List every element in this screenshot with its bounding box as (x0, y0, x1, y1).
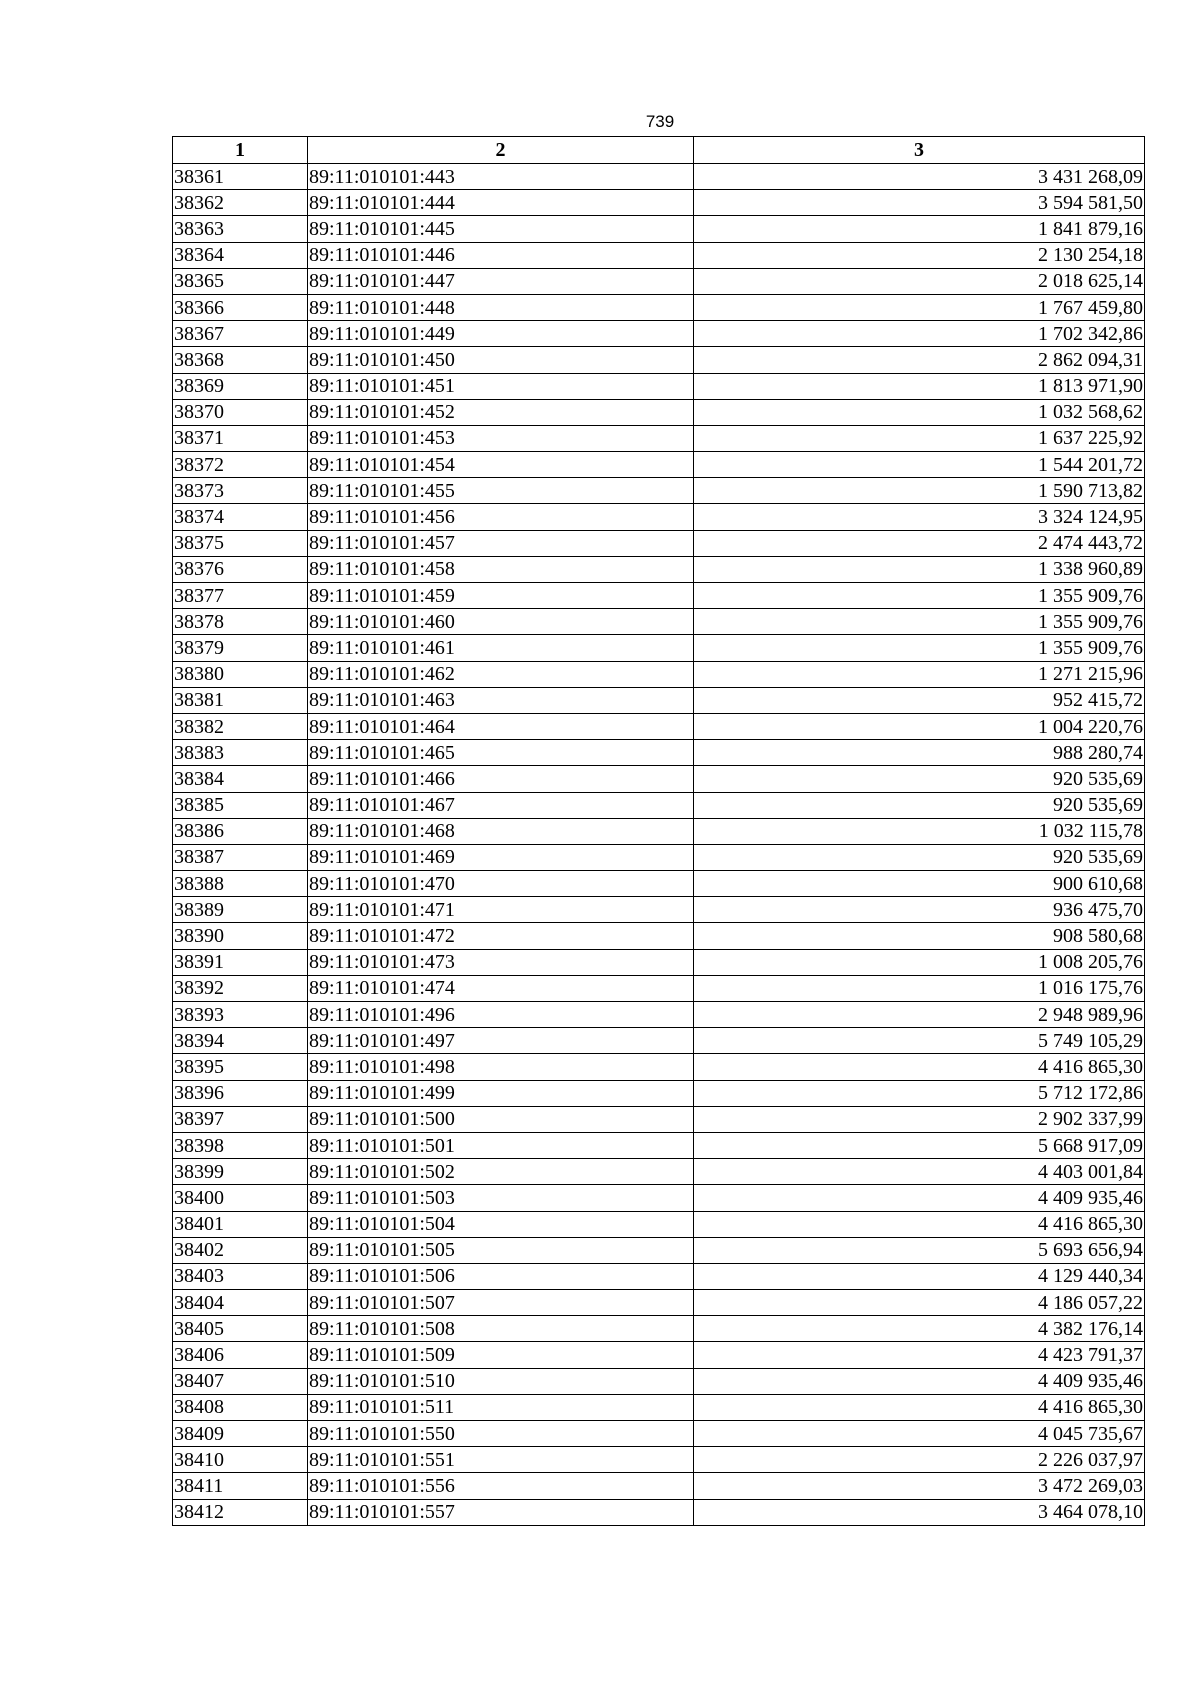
table-row (173, 871, 1145, 897)
value-cell: 1 355 909,76 (694, 635, 1145, 661)
row-number-cell: 38399 (173, 1159, 308, 1185)
row-number-cell: 38366 (173, 294, 308, 320)
row-number-cell: 38378 (173, 609, 308, 635)
table-row (173, 949, 1145, 975)
value-cell: 936 475,70 (694, 897, 1145, 923)
table-row (173, 530, 1145, 556)
cadastral-number-cell: 89:11:010101:446 (308, 242, 694, 268)
table-row (173, 1028, 1145, 1054)
table-row (173, 713, 1145, 739)
value-cell: 4 409 935,46 (694, 1368, 1145, 1394)
row-number-cell: 38410 (173, 1447, 308, 1473)
table-row (173, 766, 1145, 792)
value-cell: 4 416 865,30 (694, 1394, 1145, 1420)
cadastral-number-cell: 89:11:010101:497 (308, 1028, 694, 1054)
value-cell: 4 129 440,34 (694, 1263, 1145, 1289)
row-number-cell: 38401 (173, 1211, 308, 1237)
row-number-cell: 38386 (173, 818, 308, 844)
row-number-cell: 38370 (173, 399, 308, 425)
row-number-cell: 38376 (173, 556, 308, 582)
value-cell: 5 749 105,29 (694, 1028, 1145, 1054)
value-cell: 2 474 443,72 (694, 530, 1145, 556)
value-cell: 920 535,69 (694, 844, 1145, 870)
value-cell: 4 186 057,22 (694, 1290, 1145, 1316)
row-number-cell: 38391 (173, 949, 308, 975)
cadastral-number-cell: 89:11:010101:510 (308, 1368, 694, 1394)
row-number-cell: 38409 (173, 1421, 308, 1447)
row-number-cell: 38383 (173, 740, 308, 766)
value-cell: 1 032 568,62 (694, 399, 1145, 425)
cadastral-number-cell: 89:11:010101:451 (308, 373, 694, 399)
value-cell: 988 280,74 (694, 740, 1145, 766)
value-cell: 3 431 268,09 (694, 164, 1145, 190)
cadastral-number-cell: 89:11:010101:506 (308, 1263, 694, 1289)
table-row (173, 661, 1145, 687)
page-number: 739 (645, 112, 675, 131)
value-cell: 2 862 094,31 (694, 347, 1145, 373)
cadastral-number-cell: 89:11:010101:504 (308, 1211, 694, 1237)
cadastral-number-cell: 89:11:010101:474 (308, 975, 694, 1001)
cadastral-number-cell: 89:11:010101:449 (308, 321, 694, 347)
table-row (173, 347, 1145, 373)
row-number-cell: 38403 (173, 1263, 308, 1289)
table-row (173, 321, 1145, 347)
cadastral-number-cell: 89:11:010101:464 (308, 713, 694, 739)
cadastral-number-cell: 89:11:010101:461 (308, 635, 694, 661)
table-row (173, 687, 1145, 713)
cadastral-number-cell: 89:11:010101:459 (308, 583, 694, 609)
cadastral-number-cell: 89:11:010101:462 (308, 661, 694, 687)
cadastral-number-cell: 89:11:010101:557 (308, 1499, 694, 1525)
table-row (173, 452, 1145, 478)
row-number-cell: 38375 (173, 530, 308, 556)
cadastral-number-cell: 89:11:010101:500 (308, 1106, 694, 1132)
table-row (173, 294, 1145, 320)
table-row (173, 635, 1145, 661)
column-header-3: 3 (694, 137, 1145, 164)
table-row (173, 399, 1145, 425)
row-number-cell: 38408 (173, 1394, 308, 1420)
value-cell: 1 841 879,16 (694, 216, 1145, 242)
table-row (173, 1263, 1145, 1289)
cadastral-number-cell: 89:11:010101:502 (308, 1159, 694, 1185)
value-cell: 1 271 215,96 (694, 661, 1145, 687)
row-number-cell: 38385 (173, 792, 308, 818)
column-header-2: 2 (308, 137, 694, 164)
value-cell: 1 544 201,72 (694, 452, 1145, 478)
value-cell: 2 226 037,97 (694, 1447, 1145, 1473)
value-cell: 900 610,68 (694, 871, 1145, 897)
cadastral-number-cell: 89:11:010101:550 (308, 1421, 694, 1447)
cadastral-number-cell: 89:11:010101:501 (308, 1132, 694, 1158)
value-cell: 4 409 935,46 (694, 1185, 1145, 1211)
value-cell: 1 338 960,89 (694, 556, 1145, 582)
row-number-cell: 38406 (173, 1342, 308, 1368)
row-number-cell: 38367 (173, 321, 308, 347)
cadastral-number-cell: 89:11:010101:456 (308, 504, 694, 530)
value-cell: 5 668 917,09 (694, 1132, 1145, 1158)
table-body (173, 164, 1145, 1526)
value-cell: 1 767 459,80 (694, 294, 1145, 320)
value-cell: 5 693 656,94 (694, 1237, 1145, 1263)
row-number-cell: 38411 (173, 1473, 308, 1499)
table-row (173, 216, 1145, 242)
table-row (173, 242, 1145, 268)
cadastral-number-cell: 89:11:010101:452 (308, 399, 694, 425)
table-row (173, 1185, 1145, 1211)
table-row (173, 1368, 1145, 1394)
column-header-1: 1 (173, 137, 308, 164)
row-number-cell: 38393 (173, 1002, 308, 1028)
value-cell: 1 008 205,76 (694, 949, 1145, 975)
table-row (173, 1237, 1145, 1263)
row-number-cell: 38363 (173, 216, 308, 242)
table-row (173, 1421, 1145, 1447)
cadastral-number-cell: 89:11:010101:507 (308, 1290, 694, 1316)
cadastral-number-cell: 89:11:010101:508 (308, 1316, 694, 1342)
cadastral-number-cell: 89:11:010101:447 (308, 268, 694, 294)
value-cell: 908 580,68 (694, 923, 1145, 949)
row-number-cell: 38364 (173, 242, 308, 268)
table-row (173, 583, 1145, 609)
cadastral-number-cell: 89:11:010101:556 (308, 1473, 694, 1499)
value-cell: 3 464 078,10 (694, 1499, 1145, 1525)
row-number-cell: 38369 (173, 373, 308, 399)
table-row (173, 1342, 1145, 1368)
cadastral-number-cell: 89:11:010101:457 (308, 530, 694, 556)
value-cell: 2 130 254,18 (694, 242, 1145, 268)
table-row (173, 818, 1145, 844)
cadastral-number-cell: 89:11:010101:458 (308, 556, 694, 582)
table-row (173, 556, 1145, 582)
value-cell: 3 472 269,03 (694, 1473, 1145, 1499)
value-cell: 4 382 176,14 (694, 1316, 1145, 1342)
cadastral-number-cell: 89:11:010101:466 (308, 766, 694, 792)
value-cell: 1 016 175,76 (694, 975, 1145, 1001)
table-row (173, 1473, 1145, 1499)
cadastral-number-cell: 89:11:010101:463 (308, 687, 694, 713)
cadastral-number-cell: 89:11:010101:453 (308, 425, 694, 451)
cadastral-number-cell: 89:11:010101:455 (308, 478, 694, 504)
row-number-cell: 38368 (173, 347, 308, 373)
value-cell: 4 416 865,30 (694, 1211, 1145, 1237)
value-cell: 1 637 225,92 (694, 425, 1145, 451)
cadastral-number-cell: 89:11:010101:467 (308, 792, 694, 818)
cadastral-number-cell: 89:11:010101:472 (308, 923, 694, 949)
table-row (173, 1316, 1145, 1342)
value-cell: 4 045 735,67 (694, 1421, 1145, 1447)
value-cell: 920 535,69 (694, 766, 1145, 792)
table-header-row (173, 137, 1145, 164)
row-number-cell: 38402 (173, 1237, 308, 1263)
row-number-cell: 38377 (173, 583, 308, 609)
cadastral-number-cell: 89:11:010101:498 (308, 1054, 694, 1080)
row-number-cell: 38404 (173, 1290, 308, 1316)
table-row (173, 1447, 1145, 1473)
row-number-cell: 38397 (173, 1106, 308, 1132)
value-cell: 1 355 909,76 (694, 609, 1145, 635)
row-number-cell: 38384 (173, 766, 308, 792)
cadastral-number-cell: 89:11:010101:445 (308, 216, 694, 242)
cadastral-number-cell: 89:11:010101:460 (308, 609, 694, 635)
table-row (173, 740, 1145, 766)
cadastral-number-cell: 89:11:010101:444 (308, 190, 694, 216)
row-number-cell: 38396 (173, 1080, 308, 1106)
row-number-cell: 38379 (173, 635, 308, 661)
cadastral-number-cell: 89:11:010101:469 (308, 844, 694, 870)
cadastral-number-cell: 89:11:010101:465 (308, 740, 694, 766)
value-cell: 952 415,72 (694, 687, 1145, 713)
cadastral-number-cell: 89:11:010101:473 (308, 949, 694, 975)
cadastral-number-cell: 89:11:010101:468 (308, 818, 694, 844)
cadastral-number-cell: 89:11:010101:511 (308, 1394, 694, 1420)
value-cell: 2 018 625,14 (694, 268, 1145, 294)
cadastral-number-cell: 89:11:010101:443 (308, 164, 694, 190)
table-row (173, 164, 1145, 190)
value-cell: 2 948 989,96 (694, 1002, 1145, 1028)
table-row (173, 923, 1145, 949)
row-number-cell: 38374 (173, 504, 308, 530)
row-number-cell: 38380 (173, 661, 308, 687)
value-cell: 3 594 581,50 (694, 190, 1145, 216)
table-row (173, 373, 1145, 399)
table-row (173, 268, 1145, 294)
row-number-cell: 38405 (173, 1316, 308, 1342)
row-number-cell: 38390 (173, 923, 308, 949)
table-row (173, 792, 1145, 818)
cadastral-number-cell: 89:11:010101:499 (308, 1080, 694, 1106)
table-row (173, 190, 1145, 216)
row-number-cell: 38412 (173, 1499, 308, 1525)
table-row (173, 504, 1145, 530)
row-number-cell: 38387 (173, 844, 308, 870)
cadastral-value-table (172, 136, 1145, 1526)
row-number-cell: 38394 (173, 1028, 308, 1054)
table-row (173, 609, 1145, 635)
value-cell: 1 004 220,76 (694, 713, 1145, 739)
cadastral-number-cell: 89:11:010101:509 (308, 1342, 694, 1368)
row-number-cell: 38381 (173, 687, 308, 713)
value-cell: 1 355 909,76 (694, 583, 1145, 609)
cadastral-number-cell: 89:11:010101:450 (308, 347, 694, 373)
table-row (173, 897, 1145, 923)
cadastral-number-cell: 89:11:010101:496 (308, 1002, 694, 1028)
cadastral-number-cell: 89:11:010101:551 (308, 1447, 694, 1473)
cadastral-number-cell: 89:11:010101:503 (308, 1185, 694, 1211)
cadastral-number-cell: 89:11:010101:448 (308, 294, 694, 320)
table-row (173, 1290, 1145, 1316)
row-number-cell: 38361 (173, 164, 308, 190)
row-number-cell: 38372 (173, 452, 308, 478)
row-number-cell: 38373 (173, 478, 308, 504)
value-cell: 3 324 124,95 (694, 504, 1145, 530)
value-cell: 1 702 342,86 (694, 321, 1145, 347)
table-row (173, 1054, 1145, 1080)
row-number-cell: 38362 (173, 190, 308, 216)
table-row (173, 1159, 1145, 1185)
value-cell: 5 712 172,86 (694, 1080, 1145, 1106)
value-cell: 1 813 971,90 (694, 373, 1145, 399)
table-row (173, 975, 1145, 1001)
row-number-cell: 38395 (173, 1054, 308, 1080)
row-number-cell: 38400 (173, 1185, 308, 1211)
value-cell: 4 423 791,37 (694, 1342, 1145, 1368)
table-row (173, 1132, 1145, 1158)
cadastral-number-cell: 89:11:010101:454 (308, 452, 694, 478)
table-row (173, 1106, 1145, 1132)
table-row (173, 425, 1145, 451)
value-cell: 4 416 865,30 (694, 1054, 1145, 1080)
row-number-cell: 38389 (173, 897, 308, 923)
row-number-cell: 38388 (173, 871, 308, 897)
value-cell: 920 535,69 (694, 792, 1145, 818)
cadastral-number-cell: 89:11:010101:505 (308, 1237, 694, 1263)
row-number-cell: 38371 (173, 425, 308, 451)
row-number-cell: 38382 (173, 713, 308, 739)
table-row (173, 1499, 1145, 1525)
table-row (173, 1394, 1145, 1420)
row-number-cell: 38398 (173, 1132, 308, 1158)
cadastral-number-cell: 89:11:010101:471 (308, 897, 694, 923)
row-number-cell: 38392 (173, 975, 308, 1001)
cadastral-number-cell: 89:11:010101:470 (308, 871, 694, 897)
value-cell: 2 902 337,99 (694, 1106, 1145, 1132)
value-cell: 1 032 115,78 (694, 818, 1145, 844)
table-row (173, 478, 1145, 504)
value-cell: 1 590 713,82 (694, 478, 1145, 504)
row-number-cell: 38407 (173, 1368, 308, 1394)
value-cell: 4 403 001,84 (694, 1159, 1145, 1185)
row-number-cell: 38365 (173, 268, 308, 294)
table-row (173, 1080, 1145, 1106)
table-row (173, 1002, 1145, 1028)
table-row (173, 1211, 1145, 1237)
table-row (173, 844, 1145, 870)
